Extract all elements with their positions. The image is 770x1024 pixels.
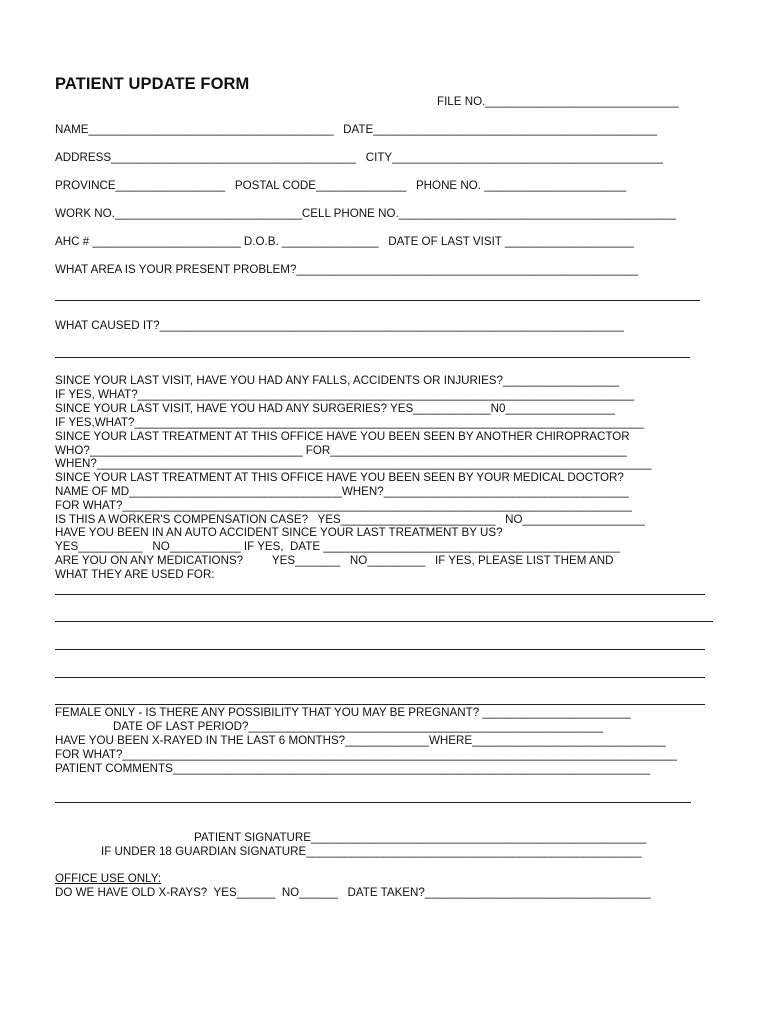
- medications-question[interactable]: ARE YOU ON ANY MEDICATIONS? YES_______ NO_________ IF YES, PLEASE LIST THEM AND: [55, 554, 614, 567]
- patient-signature-field[interactable]: PATIENT SIGNATURE____________________________________________________: [194, 831, 647, 844]
- medications-blank-line[interactable]: [55, 677, 705, 678]
- xrayed-question[interactable]: HAVE YOU BEEN X-RAYED IN THE LAST 6 MONTHS?_____________WHERE______________________________: [55, 734, 666, 747]
- md-name-when-row[interactable]: NAME OF MD_________________________________WHEN?______________________________________: [55, 485, 629, 498]
- province-postal-phone-row[interactable]: PROVINCE_________________ POSTAL CODE______________ PHONE NO. ______________________: [55, 179, 627, 192]
- old-xrays-row[interactable]: DO WE HAVE OLD X-RAYS? YES______ NO______ DATE TAKEN?___________________________________: [55, 886, 651, 899]
- office-use-heading: OFFICE USE ONLY:: [55, 872, 162, 885]
- file-no-field[interactable]: FILE NO.______________________________: [437, 95, 679, 108]
- pregnancy-question[interactable]: FEMALE ONLY - IS THERE ANY POSSIBILITY THAT YOU MAY BE PREGNANT? _______________________: [55, 706, 631, 719]
- md-for-what-field[interactable]: FOR WHAT?_______________________________________________________________________________: [55, 499, 632, 512]
- chiropractor-question: SINCE YOUR LAST TREATMENT AT THIS OFFICE HAVE YOU BEEN SEEN BY ANOTHER CHIROPRACTOR: [55, 430, 630, 443]
- medications-blank-line[interactable]: [55, 649, 705, 650]
- last-period-field[interactable]: DATE OF LAST PERIOD?_______________________________________________________: [55, 720, 604, 733]
- present-problem-field[interactable]: WHAT AREA IS YOUR PRESENT PROBLEM?_____________________________________________________: [55, 263, 639, 276]
- workers-compensation-row[interactable]: IS THIS A WORKER'S COMPENSATION CASE? YES________________________ NO___________________: [55, 513, 646, 526]
- present-problem-blank-line[interactable]: [55, 300, 700, 301]
- what-caused-field[interactable]: WHAT CAUSED IT?________________________________________________________________________: [55, 319, 624, 332]
- medications-blank-line[interactable]: [55, 621, 713, 622]
- medications-blank-line[interactable]: [55, 704, 705, 705]
- work-cell-phone-row[interactable]: WORK NO._____________________________CELL PHONE NO.___________________________________________: [55, 207, 677, 220]
- surgeries-question[interactable]: SINCE YOUR LAST VISIT, HAVE YOU HAD ANY SURGERIES? YES____________N0_________________: [55, 402, 616, 415]
- guardian-signature-field[interactable]: IF UNDER 18 GUARDIAN SIGNATURE____________________________________________________: [101, 845, 642, 858]
- auto-accident-question: HAVE YOU BEEN IN AN AUTO ACCIDENT SINCE YOUR LAST TREATMENT BY US?: [55, 526, 503, 539]
- chiropractor-when-field[interactable]: WHEN?______________________________________________________________________________________: [55, 457, 652, 470]
- address-city-row[interactable]: ADDRESS______________________________________ CITY__________________________________________: [55, 151, 663, 164]
- auto-accident-yes-no-date-row[interactable]: YES__________ NO___________ IF YES, DATE ______________________________________________: [55, 540, 620, 553]
- chiropractor-who-for-row[interactable]: WHO?_________________________________ FOR______________________________________________: [55, 444, 627, 457]
- medical-doctor-question: SINCE YOUR LAST TREATMENT AT THIS OFFICE HAVE YOU BEEN SEEN BY YOUR MEDICAL DOCTOR?: [55, 471, 624, 484]
- name-date-row[interactable]: NAME______________________________________ DATE____________________________________________: [55, 123, 657, 136]
- form-title: PATIENT UPDATE FORM: [55, 75, 250, 93]
- ahc-dob-last-visit-row[interactable]: AHC # _______________________ D.O.B. _______________ DATE OF LAST VISIT ____________________: [55, 235, 634, 248]
- medications-used-for-label: WHAT THEY ARE USED FOR:: [55, 568, 215, 581]
- medications-blank-line[interactable]: [55, 594, 705, 595]
- surgeries-what-field[interactable]: IF YES,WHAT?_______________________________________________________________________________: [55, 416, 644, 429]
- falls-what-field[interactable]: IF YES, WHAT?_____________________________________________________________________________: [55, 388, 635, 401]
- patient-comments-field[interactable]: PATIENT COMMENTS__________________________________________________________________________: [55, 762, 651, 775]
- patient-comments-blank-line[interactable]: [55, 802, 691, 803]
- xray-for-what-field[interactable]: FOR WHAT?______________________________________________________________________________________: [55, 748, 677, 761]
- what-caused-blank-line[interactable]: [55, 357, 690, 358]
- falls-question[interactable]: SINCE YOUR LAST VISIT, HAVE YOU HAD ANY FALLS, ACCIDENTS OR INJURIES?__________________: [55, 374, 620, 387]
